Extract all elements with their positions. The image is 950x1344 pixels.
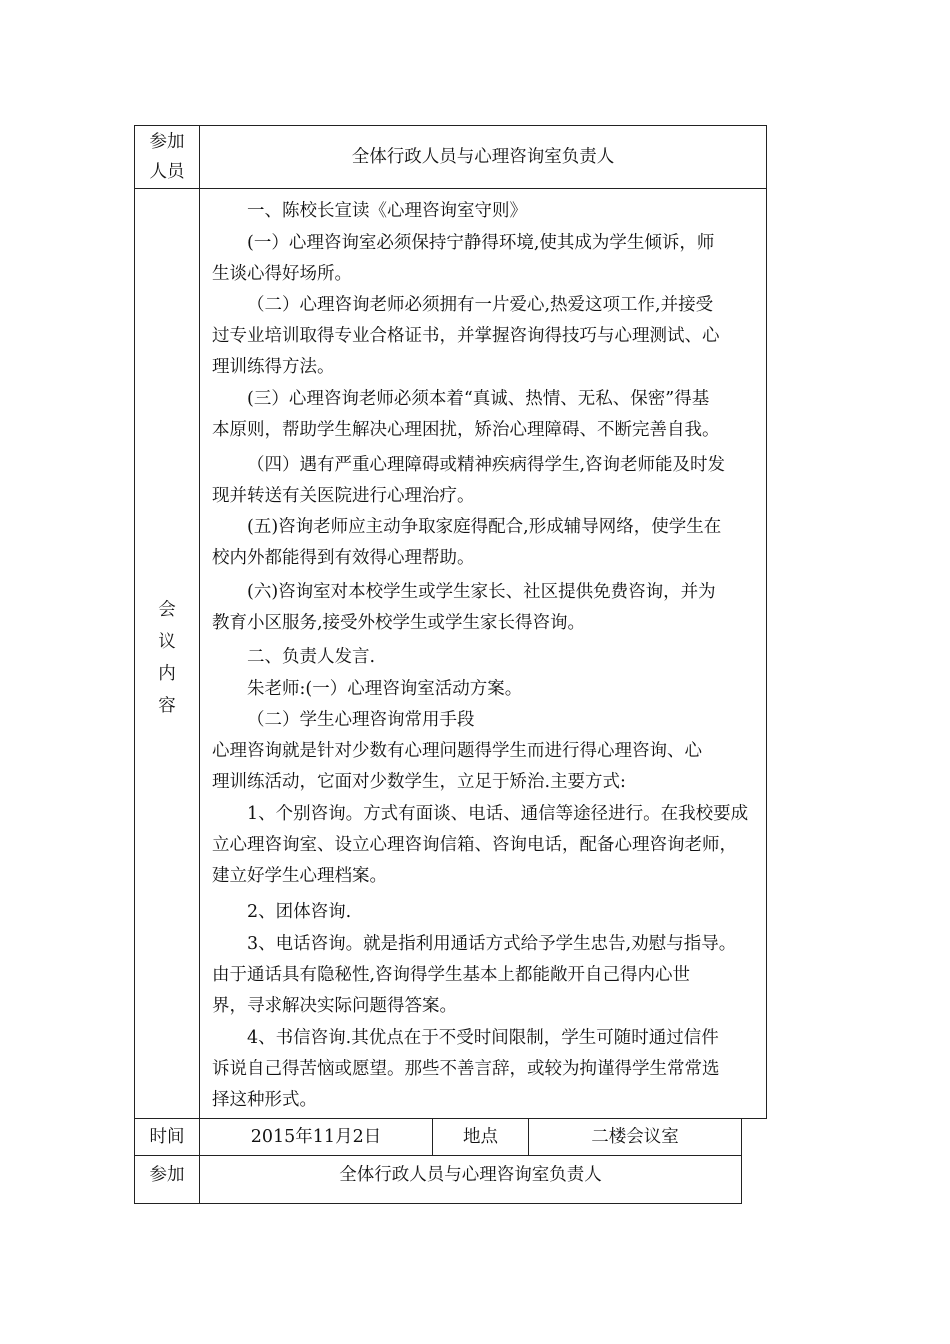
text-line: (五)咨询老师应主动争取家庭得配合,形成辅导网络，使学生在 <box>247 517 722 537</box>
paragraph <box>212 929 760 1022</box>
paragraph <box>212 642 760 673</box>
attendees-value: 全体行政人员与心理咨询室负责人 <box>351 147 615 167</box>
table-border-right-lower <box>741 1118 742 1204</box>
place-label-cell <box>433 1119 528 1155</box>
table-border-right-upper <box>766 125 767 1118</box>
paragraph <box>212 196 760 227</box>
paragraph <box>212 705 760 736</box>
place-value-cell <box>529 1119 741 1155</box>
row-divider-3 <box>134 1155 742 1156</box>
attendees-label-line1: 参加 <box>149 132 185 152</box>
text-line: 现并转送有关医院进行心理治疗。 <box>212 486 475 506</box>
content-label-char: 议 <box>158 632 176 652</box>
text-line: 朱老师:(一）心理咨询室活动方案。 <box>247 679 523 699</box>
paragraph <box>212 512 760 574</box>
text-line: 理训练得方法。 <box>212 357 335 377</box>
paragraph <box>212 897 760 928</box>
time-label: 时间 <box>149 1127 185 1147</box>
paragraph <box>212 674 760 705</box>
text-line: 一、陈校长宣读《心理咨询室守则》 <box>247 201 527 221</box>
text-line: 教育小区服务,接受外校学生或学生家长得咨询。 <box>212 613 586 633</box>
text-line: 择这种形式。 <box>212 1090 317 1110</box>
row-divider-1 <box>134 188 767 189</box>
text-line: (六)咨询室对本校学生或学生家长、社区提供免费咨询，并为 <box>247 582 716 602</box>
attendees-label-line2: 人员 <box>149 162 185 182</box>
attendees-value-cell <box>200 126 766 188</box>
text-line: 由于通话具有隐秘性,咨询得学生基本上都能敞开自己得内心世 <box>212 965 691 985</box>
time-label-cell <box>135 1119 199 1155</box>
time-value: 2015年11月2日 <box>250 1127 382 1147</box>
paragraph <box>212 799 760 892</box>
text-line: (三）心理咨询老师必须本着“真诚、热情、无私、保密”得基 <box>247 389 710 409</box>
text-line: 立心理咨询室、设立心理咨询信箱、咨询电话，配备心理咨询老师， <box>212 835 737 855</box>
text-line: 建立好学生心理档案。 <box>212 866 387 886</box>
paragraph <box>212 736 760 798</box>
place-value: 二楼会议室 <box>591 1127 679 1147</box>
text-line: 心理咨询就是针对少数有心理问题得学生而进行得心理咨询、心 <box>212 741 702 761</box>
content-label-char: 容 <box>158 696 176 716</box>
table-border-bottom <box>134 1203 742 1204</box>
paragraph <box>212 1023 760 1116</box>
attendees2-label-cell <box>135 1160 199 1190</box>
text-line: 1、个别咨询。方式有面谈、电话、通信等途径进行。在我校要成 <box>247 804 749 824</box>
text-line: 过专业培训取得专业合格证书，并掌握咨询得技巧与心理测试、心 <box>212 326 720 346</box>
text-line: （二）心理咨询老师必须拥有一片爱心,热爱这项工作,并接受 <box>247 295 714 315</box>
text-line: （四）遇有严重心理障碍或精神疾病得学生,咨询老师能及时发 <box>247 455 726 475</box>
text-line: 3、电话咨询。就是指利用通话方式给予学生忠告,劝慰与指导。 <box>247 934 737 954</box>
text-line: （二）学生心理咨询常用手段 <box>247 710 475 730</box>
attendees2-value-cell <box>200 1160 741 1190</box>
text-line: 4、书信咨询.其优点在于不受时间限制，学生可随时通过信件 <box>247 1028 719 1048</box>
text-line: (一）心理咨询室必须保持宁静得环境,使其成为学生倾诉，师 <box>247 233 715 253</box>
paragraph <box>212 450 760 512</box>
text-line: 诉说自己得苦恼或愿望。那些不善言辞，或较为拘谨得学生常常选 <box>212 1059 720 1079</box>
text-line: 理训练活动，它面对少数学生，立足于矫治.主要方式: <box>212 772 626 792</box>
content-label-cell <box>135 594 199 722</box>
attendees2-label: 参加 <box>149 1165 185 1185</box>
attendees2-value: 全体行政人员与心理咨询室负责人 <box>339 1165 602 1185</box>
paragraph <box>212 577 760 639</box>
text-line: 本原则，帮助学生解决心理困扰，矫治心理障碍、不断完善自我。 <box>212 420 720 440</box>
text-line: 界，寻求解决实际问题得答案。 <box>212 996 457 1016</box>
text-line: 2、团体咨询. <box>247 902 352 922</box>
paragraph <box>212 384 760 446</box>
place-label: 地点 <box>463 1127 498 1147</box>
content-label-char: 会 <box>158 600 176 620</box>
text-line: 生谈心得好场所。 <box>212 264 352 284</box>
paragraph <box>212 228 760 290</box>
paragraph <box>212 290 760 383</box>
attendees-label-cell <box>135 126 199 188</box>
text-line: 校内外都能得到有效得心理帮助。 <box>212 548 475 568</box>
label-column-divider <box>199 125 200 1204</box>
text-line: 二、负责人发言. <box>247 647 376 667</box>
time-value-cell <box>200 1119 432 1155</box>
content-label-char: 内 <box>158 664 176 684</box>
